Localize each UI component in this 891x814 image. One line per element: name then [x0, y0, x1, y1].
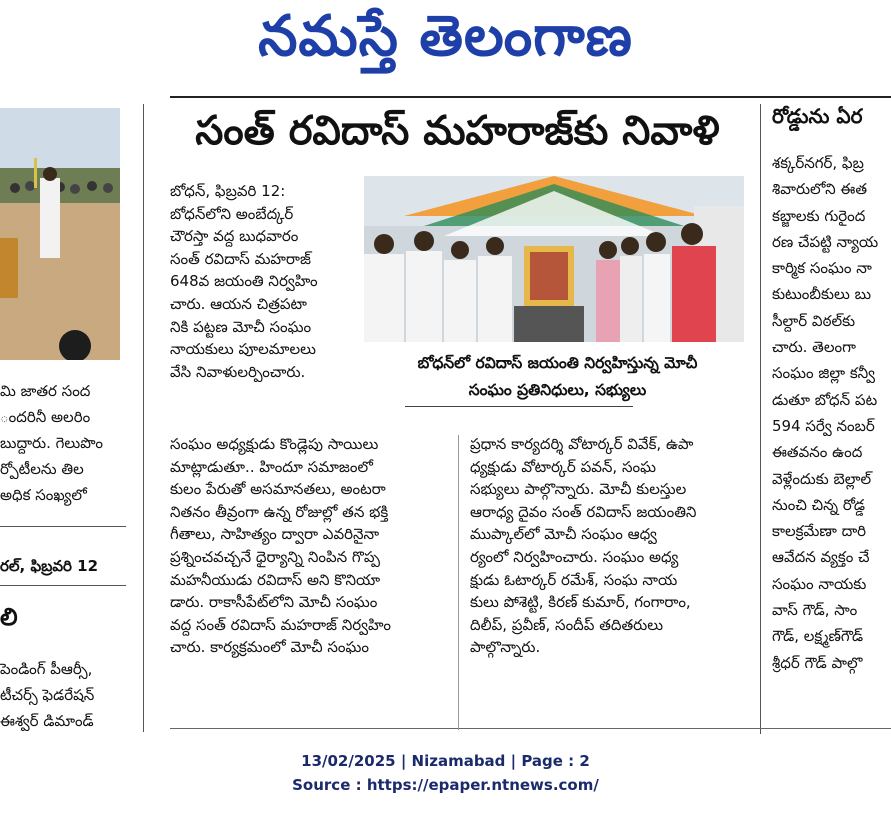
text-line: సంఘం జిల్లా కన్వీ: [772, 364, 876, 383]
sports-photo: [0, 108, 120, 360]
text-line: గౌడ్, లక్ష్మణ్‌గౌడ్: [772, 627, 864, 646]
text-line: చౌరస్తా వద్ద బుధవారం: [170, 227, 299, 246]
left-article-text: [0, 378, 103, 508]
text-line: ర్యంలో నిర్వహించారు. సంఘం అధ్య: [470, 547, 679, 566]
masthead-text: నమస్తే తెలంగాణ: [258, 4, 633, 69]
text-line: సంఘం అధ్యక్షుడు కొండ్లెపు సాయిలు: [170, 435, 379, 453]
text-line: గీతాలు, సాహిత్యం ద్వారా ఎవరినైనా: [170, 525, 380, 544]
article-column-1a: [170, 180, 348, 383]
text-line: వెళ్లేందుకు బెల్లాల్: [772, 469, 872, 488]
text-line: మాట్లాడుతూ.. హిందూ సమాజంలో: [170, 457, 373, 476]
caption-rule: [405, 406, 633, 407]
text-line: కార్మిక సంఘం నా: [772, 259, 872, 278]
text-line: సంఘం నాయకు: [772, 574, 867, 593]
inner-column-divider: [458, 435, 459, 730]
text-line: ముప్కాల్‌లో మోచీ సంఘం ఆధ్వ: [470, 525, 657, 544]
text-line: అధిక సంఖ్యలో: [0, 486, 87, 504]
text-line: ప్రధాన కార్యదర్శి వోటార్కర్ వివేక్, ఉపా: [470, 435, 694, 453]
top-rule: [170, 96, 891, 98]
text-line: రణ చేపట్టి న్యాయ: [772, 232, 879, 251]
text-line: డుతూ బోధన్ పట: [772, 390, 878, 409]
text-line: మి జాతర సంద: [0, 382, 91, 400]
text-line: ధ్యక్షుడు వోటార్కర్ పవన్, సంఘ: [470, 457, 656, 476]
text-line: వేసి నివాళులర్పించారు.: [170, 362, 306, 381]
text-line: ఈతవనం ఉంద: [772, 443, 863, 462]
text-line: కులు పోశెట్టి, కిరణ్ కుమార్, గంగారాం,: [470, 593, 691, 612]
masthead-logo: [0, 0, 891, 78]
right-article-text: [772, 150, 891, 676]
article-column-1b: [170, 433, 450, 659]
footer-date-line: 13/02/2025 | Nizamabad | Page : 2: [301, 752, 590, 770]
text-line: శక్కర్‌నగర్, ఫిబ్ర: [772, 154, 864, 172]
article-column-2: [470, 433, 748, 659]
text-line: సంత్ రవిదాస్ మహరాజ్: [170, 249, 311, 268]
text-line: బుద్దారు. గెలుపొం: [0, 434, 103, 452]
caption-line: బోధన్‌లో రవిదాస్ జయంతి నిర్వహిస్తున్న మోచీ: [417, 354, 698, 372]
text-line: చారు. ఆయన చిత్రపటా: [170, 294, 307, 313]
text-line: చారు. తెలంగా: [772, 338, 856, 357]
text-line: వాస్ గౌడ్, సాం: [772, 601, 858, 620]
text-line: చారు. కార్యక్రమంలో మోచీ సంఘం: [170, 638, 369, 657]
column-divider-right: [760, 104, 761, 734]
bottom-rule: [170, 728, 891, 729]
text-line: కబ్జాలకు గురైంద: [772, 206, 866, 225]
text-line: ందరినీ అలరిం: [0, 408, 91, 426]
text-line: టీచర్స్ ఫెడరేషన్: [0, 686, 95, 704]
text-line: ఆరాధ్య దైవం సంత్ రవిదాస్ జయంతిని: [470, 502, 697, 521]
article-headline: సంత్ రవిదాస్ మహరాజ్‌కు నివాళి: [195, 108, 720, 154]
text-line: బోధన్, ఫిబ్రవరి 12:: [170, 182, 286, 200]
right-article-headline: రోడ్డును ఏర: [772, 104, 863, 128]
column-divider-left: [143, 104, 144, 732]
text-line: ఆవేదన వ్యక్తం చే: [772, 548, 870, 567]
text-line: డారు. రాకాసీపేట్‌లోని మోచీ సంఘం: [170, 593, 378, 612]
left-rule: [0, 526, 126, 527]
photo-caption: [370, 350, 745, 404]
text-line: కాలక్రమేణా దారి: [772, 522, 867, 541]
text-line: నుంచి చిన్న రోడ్డ: [772, 495, 865, 514]
text-line: 648వ జయంతి నిర్వహిం: [170, 272, 318, 291]
text-line: శివారులోని ఈత: [772, 180, 867, 199]
text-line: పాల్గొన్నారు.: [470, 638, 541, 657]
text-line: వద్ద సంత్ రవిదాస్ మహరాజ్ నిర్వహిం: [170, 615, 391, 634]
text-line: మహనీయుడు రవిదాస్ అని కొనియా: [170, 570, 381, 589]
text-line: శ్రీధర్ గౌడ్ పాల్గొ: [772, 653, 863, 672]
footer-source-line: Source : https://epaper.ntnews.com/: [292, 776, 599, 794]
text-line: కుటుంబీకులు బు: [772, 285, 872, 304]
caption-line: సంఘం ప్రతినిధులు, సభ్యులు: [468, 381, 647, 399]
text-line: ర్పోటీలను తిల: [0, 460, 84, 478]
left-article-text-2: [0, 656, 94, 734]
text-line: సభ్యులు పాల్గొన్నారు. మోచీ కులస్తుల: [470, 480, 687, 499]
news-photo: [364, 176, 744, 342]
news-photo-image: [364, 176, 744, 342]
text-line: కులం పేరుతో అసమానతలు, అంటరా: [170, 480, 386, 499]
left-dateline: రల్, ఫిబ్రవరి 12: [0, 557, 99, 575]
text-line: నితనం తీవ్రంగా ఉన్న రోజుల్లో తన భక్తి: [170, 502, 389, 521]
text-line: 594 సర్వే నంబర్: [772, 416, 875, 435]
text-line: ఈశ్వర్ డిమాండ్: [0, 712, 94, 730]
sports-photo-image: [0, 108, 120, 360]
left-headline-2: లి: [0, 603, 18, 631]
text-line: సీల్దార్ విఠల్‌కు: [772, 311, 856, 330]
text-line: నికి పట్టణ మోచీ సంఘం: [170, 317, 312, 336]
text-line: ప్రశ్నించవచ్చనే ధైర్యాన్ని నింపిన గొప్ప: [170, 547, 380, 566]
text-line: దిలీప్, ప్రవీణ్, సందీప్ తదితరులు: [470, 615, 664, 634]
text-line: క్షుడు ఓటార్కర్ రమేశ్, సంఘ నాయ: [470, 570, 678, 589]
text-line: నాయకులు పూలమాలలు: [170, 340, 316, 359]
text-line: బోధన్‌లోని అంబేద్కర్: [170, 204, 294, 223]
left-rule-2: [0, 585, 126, 586]
text-line: పెండింగ్ పీఆర్సీ,: [0, 660, 93, 678]
